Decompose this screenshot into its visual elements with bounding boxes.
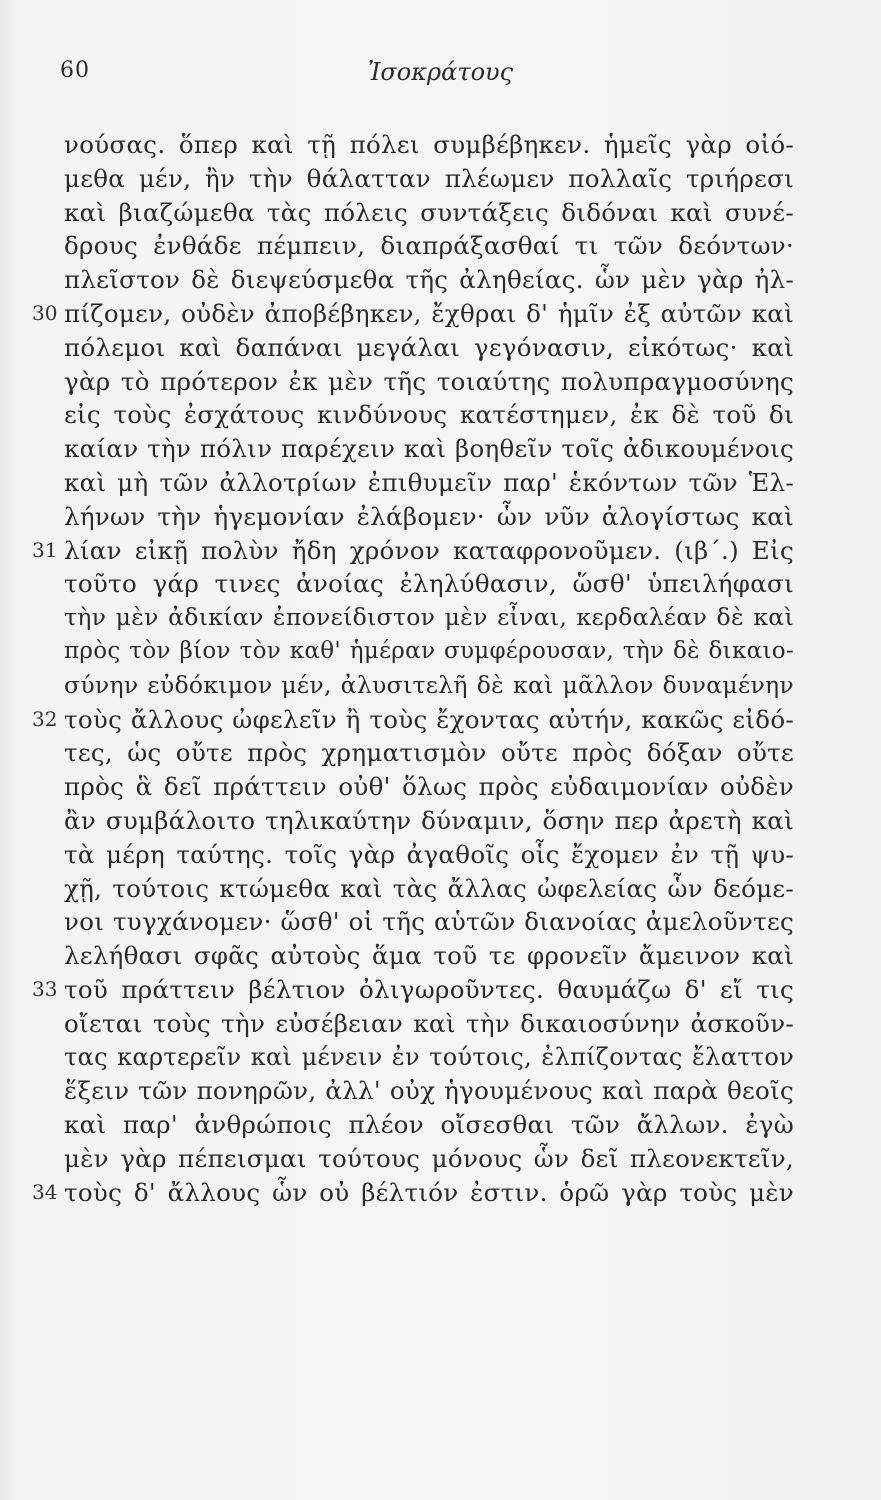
line-text: τοῦτο γάρ τινες ἀνοίας ἐληλύθασιν, ὥσθ' ὑπειλήφασι xyxy=(64,569,794,599)
line-text: καίαν τὴν πόλιν παρέχειν καὶ βοηθεῖν τοῖς ἀδικουμένοις xyxy=(64,434,794,464)
line-text: τες, ὡς οὔτε πρὸς χρηματισμὸν οὔτε πρὸς δόξαν οὔτε xyxy=(64,738,794,768)
line-text: τοὺς δ' ἄλλους ὧν οὐ βέλτιόν ἐστιν. ὁρῶ γὰρ τοὺς μὲν xyxy=(64,1177,794,1207)
line-text: τὰ μέρη ταύτης. τοῖς γὰρ ἀγαθοῖς οἷς ἔχομεν ἐν τῇ ψυ- xyxy=(64,839,794,869)
line-text: χῇ, τούτοις κτώμεθα καὶ τὰς ἄλλας ὠφελείας ὧν δεόμε- xyxy=(64,873,794,903)
line-text: νούσας. ὅπερ καὶ τῇ πόλει συμβέβηκεν. ἡμεῖς γὰρ οἰό- xyxy=(64,130,794,159)
line-text: καὶ παρ' ἀνθρώποις πλέον οἴσεσθαι τῶν ἄλλων. ἐγὼ xyxy=(64,1110,794,1140)
line-text: καὶ μὴ τῶν ἀλλοτρίων ἐπιθυμεῖν παρ' ἑκόντων τῶν Ἑλ- xyxy=(64,467,794,497)
line-text: πλεῖστον δὲ διεψεύσμεθα τῆς ἀληθείας. ὧν μὲν γὰρ ἠλ- xyxy=(64,265,794,295)
text-line xyxy=(0,905,881,939)
line-text: νοι τυγχάνομεν· ὥσθ' οἱ τῆς αὑτῶν διανοίας ἀμελοῦντες xyxy=(64,907,794,937)
text-line xyxy=(0,973,881,1007)
line-text: λελήθασι σφᾶς αὐτοὺς ἅμα τοῦ τε φρονεῖν ἄμεινον καὶ xyxy=(64,941,794,971)
line-text: λίαν εἰκῇ πολὺν ἤδη χρόνον καταφρονοῦμεν. (ιβ΄.) Εἰς xyxy=(64,535,794,565)
line-text: εἰς τοὺς ἐσχάτους κινδύνους κατέστημεν, ἐκ δὲ τοῦ δι xyxy=(64,400,794,430)
line-text: πρὸς ἃ δεῖ πράττειν οὐθ' ὅλως πρὸς εὐδαιμονίαν οὐδὲν xyxy=(64,772,794,802)
text-line xyxy=(0,331,881,365)
text-line xyxy=(0,939,881,973)
text-line xyxy=(0,263,881,297)
line-number: 30 xyxy=(32,300,58,325)
line-text: οἴεται τοὺς τὴν εὐσέβειαν καὶ τὴν δικαιοσύνην ἀσκοῦν- xyxy=(64,1008,794,1038)
text-line xyxy=(0,128,881,162)
text-line xyxy=(0,1041,881,1075)
line-number: 34 xyxy=(32,1179,58,1204)
text-line xyxy=(0,1176,881,1210)
line-text: μεθα μέν, ἢν τὴν θάλατταν πλέωμεν πολλαῖς τριήρεσι xyxy=(64,163,794,193)
text-line xyxy=(0,365,881,399)
line-text: πίζομεν, οὐδὲν ἀποβέβηκεν, ἔχθραι δ' ἡμῖν ἐξ αὐτῶν καὶ xyxy=(64,298,794,328)
text-line xyxy=(0,872,881,906)
text-line xyxy=(0,1074,881,1108)
text-line xyxy=(0,804,881,838)
text-body xyxy=(0,128,881,1210)
line-text: δρους ἐνθάδε πέμπειν, διαπράξασθαί τι τῶν δεόντων· xyxy=(64,231,794,261)
text-line xyxy=(0,703,881,737)
text-line xyxy=(0,466,881,500)
line-number: 33 xyxy=(32,976,58,1001)
line-number: 32 xyxy=(32,706,58,731)
line-text: τοὺς ἄλλους ὠφελεῖν ἢ τοὺς ἔχοντας αὐτήν, κακῶς εἰδό- xyxy=(64,704,794,734)
text-line xyxy=(0,1142,881,1176)
running-title: Ἰσοκράτους xyxy=(367,58,514,86)
text-line xyxy=(0,432,881,466)
text-line xyxy=(0,297,881,331)
line-text: πόλεμοι καὶ δαπάναι μεγάλαι γεγόνασιν, εἰκότως· καὶ xyxy=(64,332,794,362)
text-line xyxy=(0,229,881,263)
text-line xyxy=(0,669,881,703)
text-line xyxy=(0,398,881,432)
text-line xyxy=(0,635,881,669)
line-text: καὶ βιαζώμεθα τὰς πόλεις συντάξεις διδόναι καὶ συνέ- xyxy=(64,197,794,227)
line-text: μὲν γὰρ πέπεισμαι τούτους μόνους ὧν δεῖ πλεονεκτεῖν, xyxy=(64,1143,794,1173)
text-line xyxy=(0,162,881,196)
text-line xyxy=(0,534,881,568)
line-text: λήνων τὴν ἡγεμονίαν ἐλάβομεν· ὧν νῦν ἀλογίστως καὶ xyxy=(64,501,794,531)
text-line xyxy=(0,1007,881,1041)
line-text: τὴν μὲν ἀδικίαν ἐπονείδιστον μὲν εἶναι, κερδαλέαν δὲ καὶ xyxy=(64,603,794,632)
line-text: πρὸς τὸν βίον τὸν καθ' ἡμέραν συμφέρουσαν, τὴν δὲ δικαιο- xyxy=(64,637,794,664)
line-number: 31 xyxy=(32,537,58,562)
text-line xyxy=(0,500,881,534)
page-number: 60 xyxy=(60,58,90,83)
page-header xyxy=(0,50,881,90)
line-text: γὰρ τὸ πρότερον ἐκ μὲν τῆς τοιαύτης πολυπραγμοσύνης xyxy=(64,366,794,396)
line-text: τας καρτερεῖν καὶ μένειν ἐν τούτοις, ἐλπίζοντας ἔλαττον xyxy=(64,1042,794,1071)
line-text: ἂν συμβάλοιτο τηλικαύτην δύναμιν, ὅσην περ ἀρετὴ καὶ xyxy=(64,805,794,835)
line-text: σύνην εὐδόκιμον μέν, ἀλυσιτελῆ δὲ καὶ μᾶλλον δυναμένην xyxy=(64,670,794,699)
text-line xyxy=(0,567,881,601)
text-line xyxy=(0,1108,881,1142)
text-line xyxy=(0,770,881,804)
text-line xyxy=(0,601,881,635)
line-text: ἕξειν τῶν πονηρῶν, ἀλλ' οὐχ ἡγουμένους καὶ παρὰ θεοῖς xyxy=(64,1076,794,1106)
text-line xyxy=(0,196,881,230)
line-text: τοῦ πράττειν βέλτιον ὀλιγωροῦντες. θαυμάζω δ' εἴ τις xyxy=(64,974,794,1004)
text-line xyxy=(0,736,881,770)
text-line xyxy=(0,838,881,872)
